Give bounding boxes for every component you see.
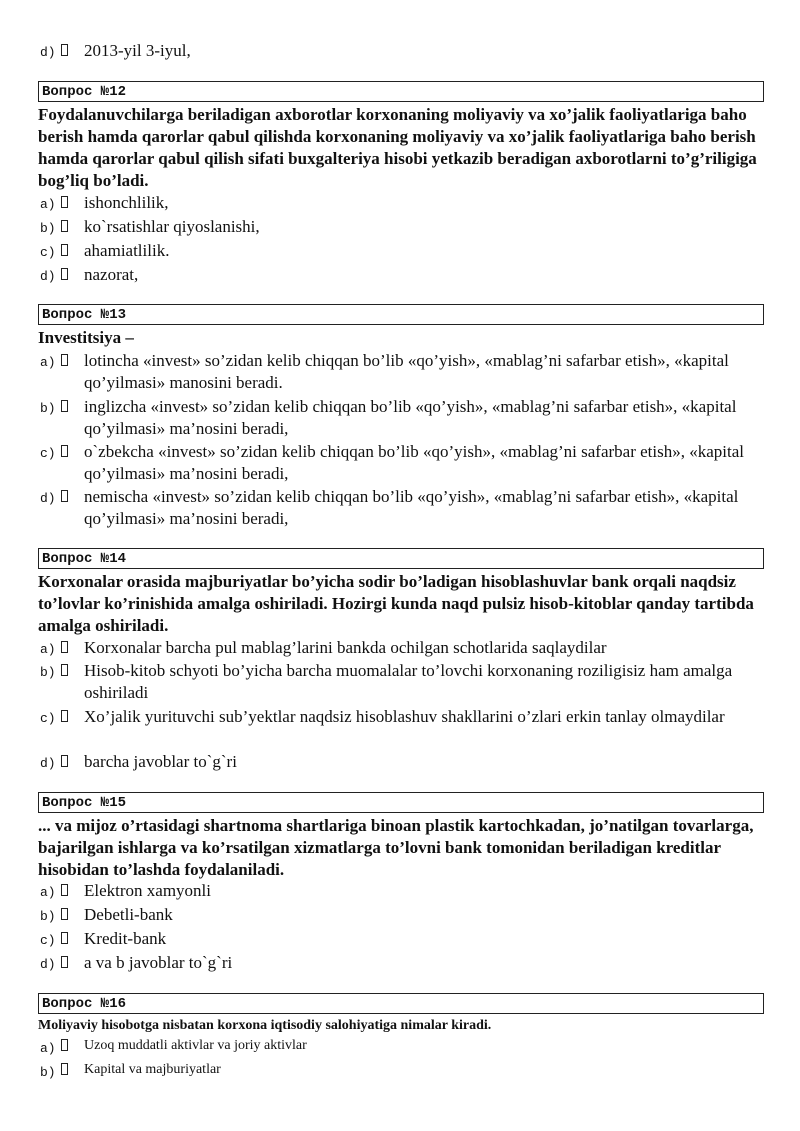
option-letter: c) <box>40 245 56 260</box>
question-text: Foydalanuvchilarga beriladigan axborotlar korxonaning moliyaviy va xo’jalik faoliyatlariga baho berish hamda qarorlar qabul qilishda korxonaning moliyaviy va xo’jalik faoliyatlariga baho berish hamda qarorlar qabul qilish sifati buxgalteriya hisobi yetkazib beradigan axborotlarni to’g’riligiga bog’liq bo’ladi. <box>38 105 757 190</box>
option-item[interactable] <box>40 880 760 902</box>
checkbox-icon[interactable] <box>61 44 68 56</box>
option-letter: d) <box>40 756 56 771</box>
option-letter: b) <box>40 221 56 236</box>
option-item[interactable] <box>40 706 760 728</box>
option-letter: b) <box>40 401 56 416</box>
option-letter: b) <box>40 665 56 680</box>
checkbox-icon[interactable] <box>61 1039 68 1051</box>
question-number: Вопрос №13 <box>42 307 127 323</box>
question-header <box>38 304 764 325</box>
question-header <box>38 792 764 813</box>
checkbox-icon[interactable] <box>61 490 68 502</box>
checkbox-icon[interactable] <box>61 908 68 920</box>
option-text: nazorat, <box>84 265 139 284</box>
option-text: nemischa «invest» so’zidan kelib chiqqan bo’lib «qo’yish», «mablag’ni safarbar etish», «kapital qo’yilmasi» ma’nosini beradi, <box>84 487 739 528</box>
option-text: Debetli-bank <box>84 905 173 924</box>
option-text: Kredit-bank <box>84 929 167 948</box>
option-item[interactable] <box>40 40 760 62</box>
option-letter: d) <box>40 45 56 60</box>
question-number: Вопрос №12 <box>42 84 127 100</box>
question-number: Вопрос №14 <box>42 551 127 567</box>
question-text: Moliyaviy hisobotga nisbatan korxona iqtisodiy salohiyatiga nimalar kiradi. <box>38 1018 492 1033</box>
option-item[interactable] <box>40 240 760 262</box>
option-text: ishonchlilik, <box>84 193 169 212</box>
option-item[interactable] <box>40 216 760 238</box>
option-text: Kapital va majburiyatlar <box>84 1062 221 1077</box>
option-item[interactable] <box>40 1061 760 1079</box>
option-text: Hisob-kitob schyoti bo’yicha barcha muomalalar to’lovchi korxonaning roziligisiz ham amalga oshiriladi <box>84 661 733 702</box>
option-text: barcha javoblar to`g`ri <box>84 752 237 771</box>
option-text: inglizcha «invest» so’zidan kelib chiqqan bo’lib «qo’yish», «mablag’ni safarbar etish», «kapital qo’yilmasi» ma’nosini beradi, <box>84 397 737 438</box>
option-text: 2013-yil 3-iyul, <box>84 41 191 60</box>
option-letter: d) <box>40 269 56 284</box>
option-item[interactable] <box>40 904 760 926</box>
checkbox-icon[interactable] <box>61 244 68 256</box>
checkbox-icon[interactable] <box>61 268 68 280</box>
option-item[interactable] <box>40 486 760 530</box>
option-text: Uzoq muddatli aktivlar va joriy aktivlar <box>84 1038 307 1053</box>
option-text: Xo’jalik yurituvchi sub’yektlar naqdsiz hisoblashuv shakllarini o’zlari erkin tanlay olmaydilar <box>84 707 725 726</box>
option-letter: b) <box>40 909 56 924</box>
option-item[interactable] <box>40 1037 760 1055</box>
option-letter: a) <box>40 355 56 370</box>
option-letter: c) <box>40 711 56 726</box>
option-letter: a) <box>40 1041 56 1056</box>
option-item[interactable] <box>40 264 760 286</box>
option-letter: c) <box>40 446 56 461</box>
question-header <box>38 81 764 102</box>
option-item[interactable] <box>40 637 760 659</box>
option-text: o`zbekcha «invest» so’zidan kelib chiqqan bo’lib «qo’yish», «mablag’ni safarbar etish», «kapital qo’yilmasi» ma’nosini beradi, <box>84 442 744 483</box>
option-letter: d) <box>40 491 56 506</box>
checkbox-icon[interactable] <box>61 1063 68 1075</box>
option-text: Elektron xamyonli <box>84 881 212 900</box>
option-letter: c) <box>40 933 56 948</box>
option-text: Korxonalar barcha pul mablag’larini bankda ochilgan schotlarida saqlaydilar <box>84 638 607 657</box>
question-header <box>38 993 764 1014</box>
checkbox-icon[interactable] <box>61 710 68 722</box>
option-text: a va b javoblar to`g`ri <box>84 953 233 972</box>
option-item[interactable] <box>40 952 760 974</box>
option-item[interactable] <box>40 350 760 394</box>
question-number: Вопрос №15 <box>42 795 127 811</box>
question-header <box>38 548 764 569</box>
option-letter: a) <box>40 197 56 212</box>
question-number: Вопрос №16 <box>42 996 127 1012</box>
option-letter: d) <box>40 957 56 972</box>
checkbox-icon[interactable] <box>61 220 68 232</box>
checkbox-icon[interactable] <box>61 641 68 653</box>
option-item[interactable] <box>40 928 760 950</box>
option-item[interactable] <box>40 660 760 704</box>
option-text: lotincha «invest» so’zidan kelib chiqqan bo’lib «qo’yish», «mablag’ni safarbar etish», «kapital qo’yilmasi» manosini beradi. <box>84 351 729 392</box>
option-item[interactable] <box>40 751 760 773</box>
option-text: ahamiatlilik. <box>84 241 170 260</box>
checkbox-icon[interactable] <box>61 196 68 208</box>
option-item[interactable] <box>40 192 760 214</box>
checkbox-icon[interactable] <box>61 445 68 457</box>
question-text: Investitsiya – <box>38 328 134 347</box>
option-letter: a) <box>40 885 56 900</box>
option-text: ko`rsatishlar qiyoslanishi, <box>84 217 260 236</box>
option-item[interactable] <box>40 441 760 485</box>
checkbox-icon[interactable] <box>61 932 68 944</box>
checkbox-icon[interactable] <box>61 956 68 968</box>
checkbox-icon[interactable] <box>61 664 68 676</box>
checkbox-icon[interactable] <box>61 400 68 412</box>
checkbox-icon[interactable] <box>61 755 68 767</box>
option-letter: a) <box>40 642 56 657</box>
checkbox-icon[interactable] <box>61 884 68 896</box>
option-item[interactable] <box>40 396 760 440</box>
question-text: ... va mijoz o’rtasidagi shartnoma shartlariga binoan plastik kartochkadan, jo’natilgan tovarlarga, bajarilgan ishlarga va ko’rsatilgan xizmatlarga to’lovni bank tomonidan beriladigan kreditlar hisobidan to’lashda foydalaniladi. <box>38 816 754 879</box>
option-letter: b) <box>40 1065 56 1080</box>
question-text: Korxonalar orasida majburiyatlar bo’yicha sodir bo’ladigan hisoblashuvlar bank orqali naqdsiz to’lovlar ko’rinishida amalga oshiriladi. Hozirgi kunda naqd pulsiz hisob-kitoblar qanday tartibda amalga oshiriladi. <box>38 572 754 635</box>
checkbox-icon[interactable] <box>61 354 68 366</box>
